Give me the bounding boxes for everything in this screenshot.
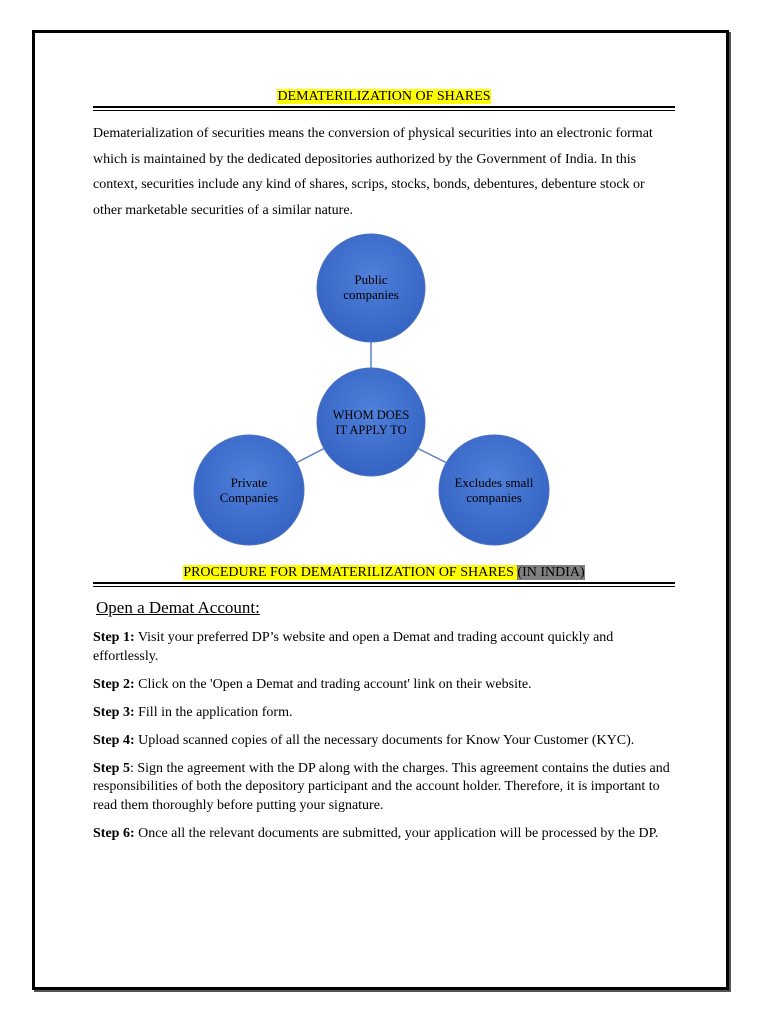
step-1-text: Visit your preferred DP’s website and open a Demat and trading account quickly and effortlessly. [93, 630, 614, 664]
connector-left [296, 448, 325, 463]
step-3-label: Step 3: [93, 704, 135, 720]
step-2-label: Step 2: [93, 676, 135, 692]
procedure-heading [93, 564, 675, 581]
step-5-label: Step 5 [93, 760, 130, 776]
open-demat-subheading: Open a Demat Account: [96, 598, 260, 617]
step-2-text: Click on the 'Open a Demat and trading account' link on their website. [134, 676, 532, 692]
node-center-label: WHOM DOES IT APPLY TO [332, 407, 410, 437]
node-left-label: Private Companies [219, 475, 279, 505]
procedure-heading-suffix: (IN INDIA) [517, 565, 585, 580]
step-6-label: Step 6: [93, 825, 135, 841]
connector-right [417, 448, 447, 463]
intro-paragraph: Dematerialization of securities means the conversion of physical securities into an electronic format which is maintained by the dedicated depositories authorized by the Government of India. In this context, securities include any kind of shares, scrips, stocks, bonds, debentures, debenture stock or other marketable securities of a similar nature. [93, 126, 653, 218]
step-3 [93, 704, 675, 723]
step-6-text: Once all the relevant documents are submitted, your application will be processed by the DP. [134, 825, 659, 841]
procedure-rule [93, 582, 675, 584]
step-5 [93, 760, 675, 816]
title-highlight: DEMATERILIZATION OF SHARES [277, 89, 491, 104]
step-2 [93, 676, 675, 695]
step-3-text: Fill in the application form. [134, 704, 293, 720]
step-6 [93, 825, 675, 844]
procedure-heading-text: PROCEDURE FOR DEMATERILIZATION OF SHARES [183, 565, 514, 580]
node-top-label: Public companies [343, 272, 399, 302]
step-5-text: : Sign the agreement with the DP along with the charges. This agreement contains the duties and responsibilities of both the depository participant and the account holder. Therefore, it is important to read them thoroughly before putting your signature. [93, 760, 670, 813]
step-4-text: Upload scanned copies of all the necessary documents for Know Your Customer (KYC). [134, 732, 635, 748]
node-right-label: Excludes small companies [454, 475, 534, 505]
step-4 [93, 732, 675, 751]
steps-list [93, 629, 675, 853]
step-1-label: Step 1: [93, 630, 135, 645]
step-4-label: Step 4: [93, 732, 135, 748]
step-1 [93, 629, 675, 666]
